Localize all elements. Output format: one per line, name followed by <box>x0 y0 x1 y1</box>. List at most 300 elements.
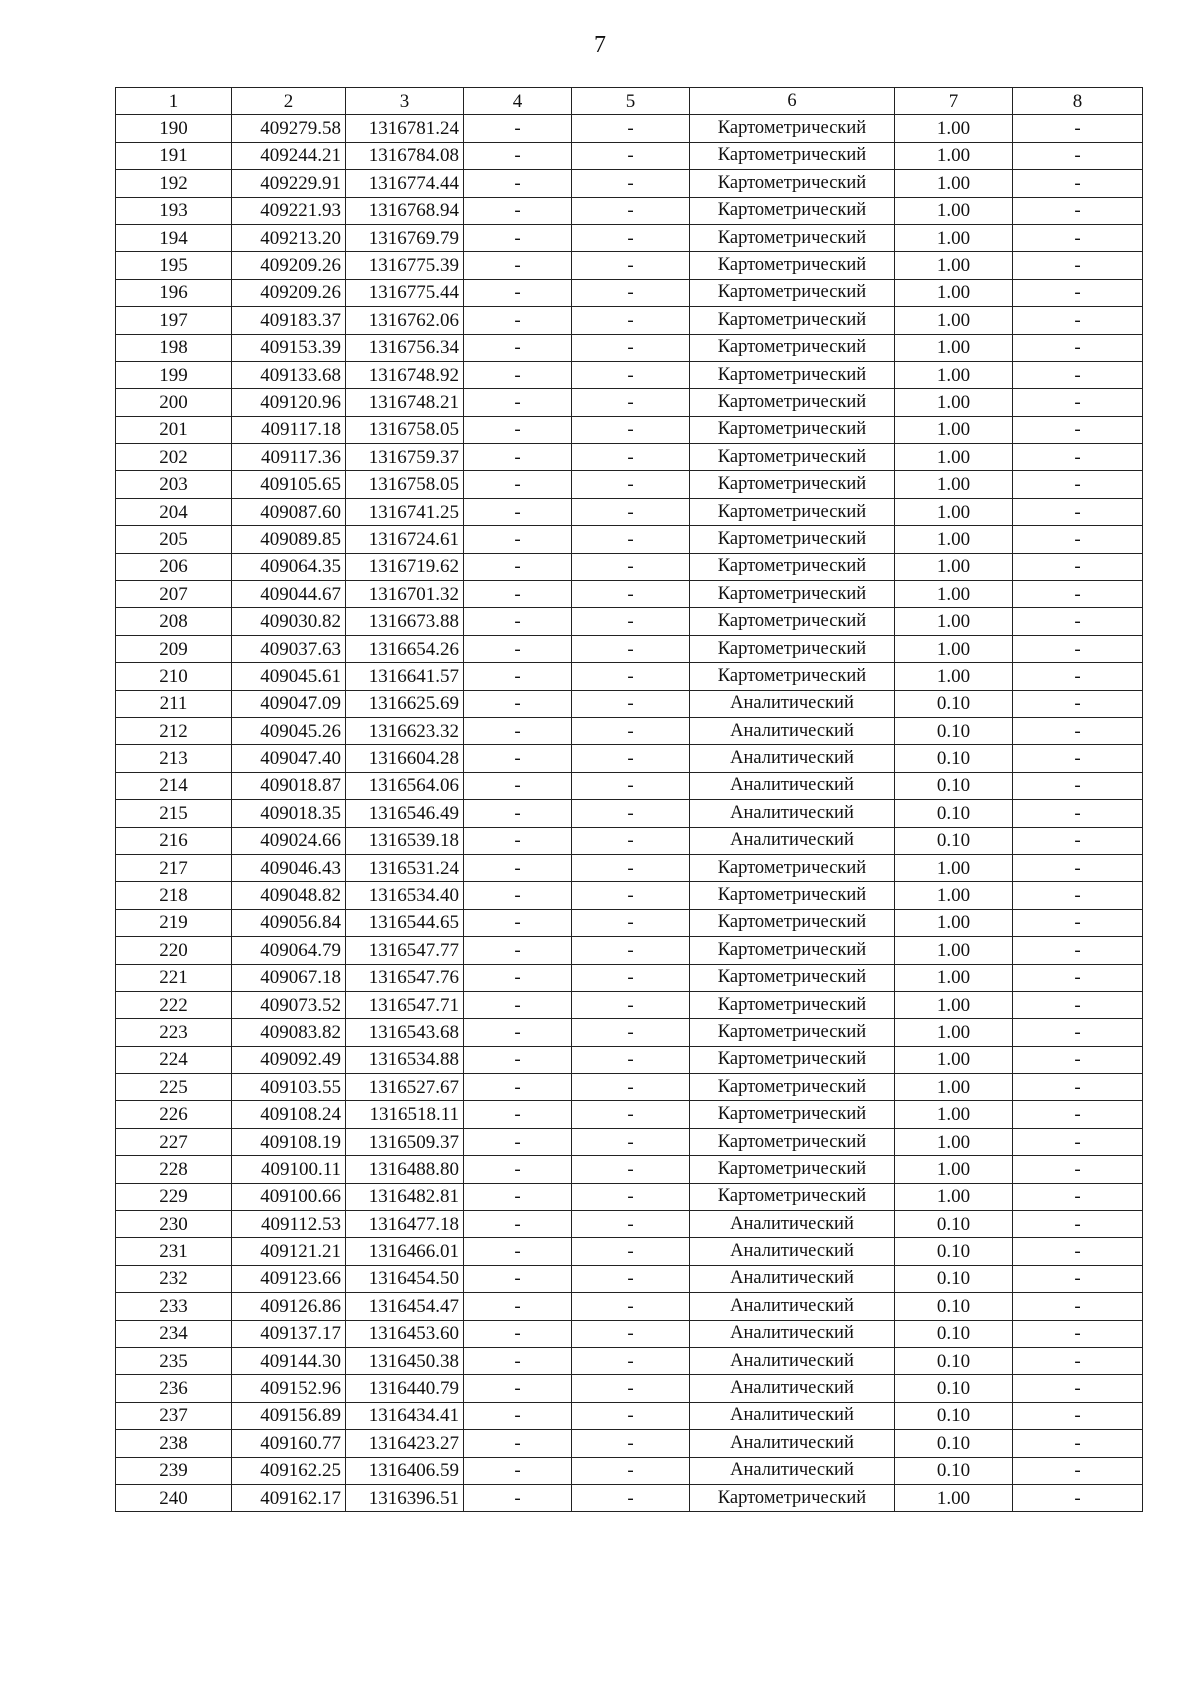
accuracy-cell: 1.00 <box>895 1046 1013 1073</box>
method-cell: Картометрический <box>690 663 895 690</box>
y-coordinate-cell: 1316534.40 <box>346 882 464 909</box>
point-number-cell: 233 <box>116 1293 232 1320</box>
col4-cell: - <box>464 498 572 525</box>
accuracy-cell: 0.10 <box>895 1320 1013 1347</box>
table-row <box>116 307 1143 334</box>
point-number-cell: 207 <box>116 581 232 608</box>
table-row <box>116 909 1143 936</box>
col8-cell: - <box>1013 1375 1143 1402</box>
col5-cell: - <box>572 882 690 909</box>
method-cell: Картометрический <box>690 389 895 416</box>
accuracy-cell: 0.10 <box>895 827 1013 854</box>
y-coordinate-cell: 1316673.88 <box>346 608 464 635</box>
col8-cell: - <box>1013 581 1143 608</box>
method-cell: Картометрический <box>690 1101 895 1128</box>
col8-cell: - <box>1013 170 1143 197</box>
accuracy-cell: 0.10 <box>895 1211 1013 1238</box>
accuracy-cell: 0.10 <box>895 690 1013 717</box>
accuracy-cell: 1.00 <box>895 581 1013 608</box>
method-cell: Картометрический <box>690 416 895 443</box>
accuracy-cell: 1.00 <box>895 389 1013 416</box>
point-number-cell: 210 <box>116 663 232 690</box>
x-coordinate-cell: 409024.66 <box>232 827 346 854</box>
col4-cell: - <box>464 307 572 334</box>
col4-cell: - <box>464 663 572 690</box>
table-row <box>116 800 1143 827</box>
col4-cell: - <box>464 170 572 197</box>
method-cell: Картометрический <box>690 279 895 306</box>
y-coordinate-cell: 1316654.26 <box>346 635 464 662</box>
col4-cell: - <box>464 1457 572 1484</box>
col4-cell: - <box>464 334 572 361</box>
table-row <box>116 745 1143 772</box>
method-cell: Картометрический <box>690 142 895 169</box>
col4-cell: - <box>464 1211 572 1238</box>
col5-cell: - <box>572 1074 690 1101</box>
accuracy-cell: 0.10 <box>895 1457 1013 1484</box>
col4-cell: - <box>464 827 572 854</box>
table-row <box>116 1101 1143 1128</box>
accuracy-cell: 1.00 <box>895 361 1013 388</box>
accuracy-cell: 1.00 <box>895 635 1013 662</box>
table-row <box>116 142 1143 169</box>
method-cell: Картометрический <box>690 909 895 936</box>
col5-cell: - <box>572 1457 690 1484</box>
col4-cell: - <box>464 909 572 936</box>
accuracy-cell: 1.00 <box>895 170 1013 197</box>
method-cell: Картометрический <box>690 882 895 909</box>
y-coordinate-cell: 1316625.69 <box>346 690 464 717</box>
method-cell: Картометрический <box>690 608 895 635</box>
table-row <box>116 1430 1143 1457</box>
x-coordinate-cell: 409092.49 <box>232 1046 346 1073</box>
y-coordinate-cell: 1316724.61 <box>346 526 464 553</box>
method-cell: Картометрический <box>690 937 895 964</box>
col5-cell: - <box>572 1101 690 1128</box>
table-row <box>116 1293 1143 1320</box>
point-number-cell: 200 <box>116 389 232 416</box>
table-row <box>116 937 1143 964</box>
table-row <box>116 526 1143 553</box>
y-coordinate-cell: 1316756.34 <box>346 334 464 361</box>
col5-cell: - <box>572 1484 690 1511</box>
table-row <box>116 991 1143 1018</box>
y-coordinate-cell: 1316775.39 <box>346 252 464 279</box>
x-coordinate-cell: 409044.67 <box>232 581 346 608</box>
col8-cell: - <box>1013 1347 1143 1374</box>
col4-cell: - <box>464 1238 572 1265</box>
y-coordinate-cell: 1316759.37 <box>346 444 464 471</box>
header-cell-6: 6 <box>690 88 895 115</box>
method-cell: Аналитический <box>690 772 895 799</box>
col5-cell: - <box>572 991 690 1018</box>
point-number-cell: 214 <box>116 772 232 799</box>
point-number-cell: 198 <box>116 334 232 361</box>
method-cell: Картометрический <box>690 471 895 498</box>
y-coordinate-cell: 1316527.67 <box>346 1074 464 1101</box>
accuracy-cell: 1.00 <box>895 937 1013 964</box>
col5-cell: - <box>572 937 690 964</box>
table-row <box>116 854 1143 881</box>
accuracy-cell: 1.00 <box>895 1156 1013 1183</box>
point-number-cell: 191 <box>116 142 232 169</box>
col5-cell: - <box>572 663 690 690</box>
y-coordinate-cell: 1316769.79 <box>346 224 464 251</box>
table-row <box>116 224 1143 251</box>
point-number-cell: 212 <box>116 717 232 744</box>
col5-cell: - <box>572 772 690 799</box>
method-cell: Картометрический <box>690 361 895 388</box>
col5-cell: - <box>572 197 690 224</box>
accuracy-cell: 1.00 <box>895 307 1013 334</box>
point-number-cell: 194 <box>116 224 232 251</box>
accuracy-cell: 1.00 <box>895 334 1013 361</box>
method-cell: Картометрический <box>690 991 895 1018</box>
table-row <box>116 882 1143 909</box>
table-body <box>116 88 1143 1512</box>
col8-cell: - <box>1013 142 1143 169</box>
table-row <box>116 1156 1143 1183</box>
point-number-cell: 226 <box>116 1101 232 1128</box>
point-number-cell: 211 <box>116 690 232 717</box>
col4-cell: - <box>464 635 572 662</box>
col4-cell: - <box>464 279 572 306</box>
x-coordinate-cell: 409089.85 <box>232 526 346 553</box>
x-coordinate-cell: 409047.09 <box>232 690 346 717</box>
y-coordinate-cell: 1316482.81 <box>346 1183 464 1210</box>
col8-cell: - <box>1013 115 1143 142</box>
point-number-cell: 219 <box>116 909 232 936</box>
accuracy-cell: 1.00 <box>895 444 1013 471</box>
col5-cell: - <box>572 1019 690 1046</box>
x-coordinate-cell: 409100.66 <box>232 1183 346 1210</box>
accuracy-cell: 1.00 <box>895 553 1013 580</box>
method-cell: Картометрический <box>690 1019 895 1046</box>
col4-cell: - <box>464 361 572 388</box>
y-coordinate-cell: 1316454.47 <box>346 1293 464 1320</box>
x-coordinate-cell: 409209.26 <box>232 252 346 279</box>
table-row <box>116 1402 1143 1429</box>
col8-cell: - <box>1013 1101 1143 1128</box>
method-cell: Аналитический <box>690 745 895 772</box>
col4-cell: - <box>464 854 572 881</box>
col4-cell: - <box>464 991 572 1018</box>
accuracy-cell: 1.00 <box>895 498 1013 525</box>
table-row <box>116 1238 1143 1265</box>
x-coordinate-cell: 409213.20 <box>232 224 346 251</box>
y-coordinate-cell: 1316543.68 <box>346 1019 464 1046</box>
accuracy-cell: 1.00 <box>895 854 1013 881</box>
x-coordinate-cell: 409108.19 <box>232 1128 346 1155</box>
table-row <box>116 772 1143 799</box>
col4-cell: - <box>464 142 572 169</box>
col5-cell: - <box>572 1430 690 1457</box>
x-coordinate-cell: 409137.17 <box>232 1320 346 1347</box>
x-coordinate-cell: 409156.89 <box>232 1402 346 1429</box>
y-coordinate-cell: 1316774.44 <box>346 170 464 197</box>
col5-cell: - <box>572 1375 690 1402</box>
method-cell: Аналитический <box>690 1430 895 1457</box>
col5-cell: - <box>572 827 690 854</box>
accuracy-cell: 1.00 <box>895 1128 1013 1155</box>
method-cell: Аналитический <box>690 827 895 854</box>
col8-cell: - <box>1013 252 1143 279</box>
table-row <box>116 635 1143 662</box>
point-number-cell: 232 <box>116 1265 232 1292</box>
col8-cell: - <box>1013 1211 1143 1238</box>
x-coordinate-cell: 409221.93 <box>232 197 346 224</box>
point-number-cell: 220 <box>116 937 232 964</box>
method-cell: Аналитический <box>690 1402 895 1429</box>
x-coordinate-cell: 409133.68 <box>232 361 346 388</box>
table-row <box>116 717 1143 744</box>
col5-cell: - <box>572 635 690 662</box>
accuracy-cell: 0.10 <box>895 1238 1013 1265</box>
accuracy-cell: 1.00 <box>895 224 1013 251</box>
point-number-cell: 215 <box>116 800 232 827</box>
col8-cell: - <box>1013 1484 1143 1511</box>
y-coordinate-cell: 1316518.11 <box>346 1101 464 1128</box>
point-number-cell: 229 <box>116 1183 232 1210</box>
col5-cell: - <box>572 498 690 525</box>
col8-cell: - <box>1013 1074 1143 1101</box>
table-row <box>116 416 1143 443</box>
table-row <box>116 1484 1143 1511</box>
method-cell: Аналитический <box>690 1265 895 1292</box>
col4-cell: - <box>464 1101 572 1128</box>
x-coordinate-cell: 409056.84 <box>232 909 346 936</box>
point-number-cell: 224 <box>116 1046 232 1073</box>
table-row <box>116 827 1143 854</box>
col8-cell: - <box>1013 717 1143 744</box>
method-cell: Картометрический <box>690 581 895 608</box>
col5-cell: - <box>572 224 690 251</box>
accuracy-cell: 1.00 <box>895 115 1013 142</box>
col5-cell: - <box>572 526 690 553</box>
col5-cell: - <box>572 964 690 991</box>
table-row <box>116 389 1143 416</box>
col5-cell: - <box>572 553 690 580</box>
col5-cell: - <box>572 1265 690 1292</box>
table-row <box>116 663 1143 690</box>
point-number-cell: 237 <box>116 1402 232 1429</box>
y-coordinate-cell: 1316781.24 <box>346 115 464 142</box>
y-coordinate-cell: 1316440.79 <box>346 1375 464 1402</box>
y-coordinate-cell: 1316547.71 <box>346 991 464 1018</box>
point-number-cell: 190 <box>116 115 232 142</box>
x-coordinate-cell: 409244.21 <box>232 142 346 169</box>
coordinates-table <box>115 87 1143 1512</box>
col4-cell: - <box>464 1128 572 1155</box>
col4-cell: - <box>464 1320 572 1347</box>
col5-cell: - <box>572 1402 690 1429</box>
accuracy-cell: 1.00 <box>895 608 1013 635</box>
header-cell-1: 1 <box>116 88 232 115</box>
x-coordinate-cell: 409067.18 <box>232 964 346 991</box>
y-coordinate-cell: 1316784.08 <box>346 142 464 169</box>
col4-cell: - <box>464 964 572 991</box>
accuracy-cell: 0.10 <box>895 1293 1013 1320</box>
header-cell-5: 5 <box>572 88 690 115</box>
method-cell: Картометрический <box>690 498 895 525</box>
col5-cell: - <box>572 1238 690 1265</box>
accuracy-cell: 1.00 <box>895 1183 1013 1210</box>
col5-cell: - <box>572 1156 690 1183</box>
point-number-cell: 218 <box>116 882 232 909</box>
x-coordinate-cell: 409100.11 <box>232 1156 346 1183</box>
col5-cell: - <box>572 1046 690 1073</box>
method-cell: Аналитический <box>690 690 895 717</box>
col4-cell: - <box>464 1074 572 1101</box>
accuracy-cell: 1.00 <box>895 964 1013 991</box>
x-coordinate-cell: 409073.52 <box>232 991 346 1018</box>
table-row <box>116 252 1143 279</box>
x-coordinate-cell: 409045.61 <box>232 663 346 690</box>
header-cell-8: 8 <box>1013 88 1143 115</box>
table-row <box>116 1320 1143 1347</box>
method-cell: Картометрический <box>690 224 895 251</box>
point-number-cell: 197 <box>116 307 232 334</box>
x-coordinate-cell: 409046.43 <box>232 854 346 881</box>
x-coordinate-cell: 409064.79 <box>232 937 346 964</box>
method-cell: Аналитический <box>690 1457 895 1484</box>
y-coordinate-cell: 1316544.65 <box>346 909 464 936</box>
point-number-cell: 222 <box>116 991 232 1018</box>
col5-cell: - <box>572 252 690 279</box>
col4-cell: - <box>464 745 572 772</box>
y-coordinate-cell: 1316719.62 <box>346 553 464 580</box>
point-number-cell: 201 <box>116 416 232 443</box>
table-row <box>116 1347 1143 1374</box>
method-cell: Картометрический <box>690 553 895 580</box>
col4-cell: - <box>464 1046 572 1073</box>
point-number-cell: 227 <box>116 1128 232 1155</box>
x-coordinate-cell: 409117.36 <box>232 444 346 471</box>
col5-cell: - <box>572 115 690 142</box>
method-cell: Картометрический <box>690 1484 895 1511</box>
col4-cell: - <box>464 1183 572 1210</box>
method-cell: Картометрический <box>690 1156 895 1183</box>
y-coordinate-cell: 1316534.88 <box>346 1046 464 1073</box>
point-number-cell: 192 <box>116 170 232 197</box>
col5-cell: - <box>572 416 690 443</box>
accuracy-cell: 0.10 <box>895 772 1013 799</box>
table-row <box>116 1265 1143 1292</box>
accuracy-cell: 1.00 <box>895 909 1013 936</box>
col5-cell: - <box>572 1320 690 1347</box>
y-coordinate-cell: 1316547.76 <box>346 964 464 991</box>
x-coordinate-cell: 409083.82 <box>232 1019 346 1046</box>
accuracy-cell: 0.10 <box>895 1347 1013 1374</box>
point-number-cell: 203 <box>116 471 232 498</box>
x-coordinate-cell: 409018.35 <box>232 800 346 827</box>
col8-cell: - <box>1013 471 1143 498</box>
col8-cell: - <box>1013 635 1143 662</box>
col4-cell: - <box>464 471 572 498</box>
col5-cell: - <box>572 471 690 498</box>
accuracy-cell: 1.00 <box>895 471 1013 498</box>
accuracy-cell: 1.00 <box>895 1101 1013 1128</box>
col4-cell: - <box>464 800 572 827</box>
col5-cell: - <box>572 389 690 416</box>
x-coordinate-cell: 409105.65 <box>232 471 346 498</box>
table-row <box>116 1074 1143 1101</box>
col4-cell: - <box>464 553 572 580</box>
y-coordinate-cell: 1316450.38 <box>346 1347 464 1374</box>
col5-cell: - <box>572 170 690 197</box>
col8-cell: - <box>1013 937 1143 964</box>
accuracy-cell: 1.00 <box>895 197 1013 224</box>
col4-cell: - <box>464 1347 572 1374</box>
table-row <box>116 1183 1143 1210</box>
x-coordinate-cell: 409103.55 <box>232 1074 346 1101</box>
accuracy-cell: 0.10 <box>895 745 1013 772</box>
col5-cell: - <box>572 608 690 635</box>
x-coordinate-cell: 409120.96 <box>232 389 346 416</box>
table-row <box>116 581 1143 608</box>
x-coordinate-cell: 409144.30 <box>232 1347 346 1374</box>
method-cell: Аналитический <box>690 1238 895 1265</box>
col5-cell: - <box>572 334 690 361</box>
y-coordinate-cell: 1316775.44 <box>346 279 464 306</box>
col8-cell: - <box>1013 1402 1143 1429</box>
accuracy-cell: 1.00 <box>895 252 1013 279</box>
accuracy-cell: 0.10 <box>895 1430 1013 1457</box>
header-cell-2: 2 <box>232 88 346 115</box>
col5-cell: - <box>572 909 690 936</box>
method-cell: Картометрический <box>690 635 895 662</box>
point-number-cell: 223 <box>116 1019 232 1046</box>
method-cell: Картометрический <box>690 334 895 361</box>
point-number-cell: 225 <box>116 1074 232 1101</box>
col8-cell: - <box>1013 745 1143 772</box>
col4-cell: - <box>464 608 572 635</box>
col4-cell: - <box>464 772 572 799</box>
point-number-cell: 213 <box>116 745 232 772</box>
point-number-cell: 239 <box>116 1457 232 1484</box>
y-coordinate-cell: 1316466.01 <box>346 1238 464 1265</box>
col5-cell: - <box>572 1211 690 1238</box>
method-cell: Картометрический <box>690 1128 895 1155</box>
method-cell: Картометрический <box>690 1183 895 1210</box>
col8-cell: - <box>1013 690 1143 717</box>
col5-cell: - <box>572 581 690 608</box>
point-number-cell: 196 <box>116 279 232 306</box>
table-row <box>116 334 1143 361</box>
accuracy-cell: 1.00 <box>895 416 1013 443</box>
header-cell-4: 4 <box>464 88 572 115</box>
col8-cell: - <box>1013 361 1143 388</box>
accuracy-cell: 1.00 <box>895 663 1013 690</box>
col8-cell: - <box>1013 1128 1143 1155</box>
y-coordinate-cell: 1316406.59 <box>346 1457 464 1484</box>
point-number-cell: 238 <box>116 1430 232 1457</box>
table-row <box>116 1019 1143 1046</box>
col4-cell: - <box>464 581 572 608</box>
table-row <box>116 608 1143 635</box>
col5-cell: - <box>572 854 690 881</box>
table-row <box>116 964 1143 991</box>
method-cell: Картометрический <box>690 170 895 197</box>
col4-cell: - <box>464 1019 572 1046</box>
table-row <box>116 1046 1143 1073</box>
col8-cell: - <box>1013 909 1143 936</box>
table-row <box>116 170 1143 197</box>
col5-cell: - <box>572 279 690 306</box>
method-cell: Картометрический <box>690 444 895 471</box>
x-coordinate-cell: 409162.17 <box>232 1484 346 1511</box>
method-cell: Картометрический <box>690 526 895 553</box>
